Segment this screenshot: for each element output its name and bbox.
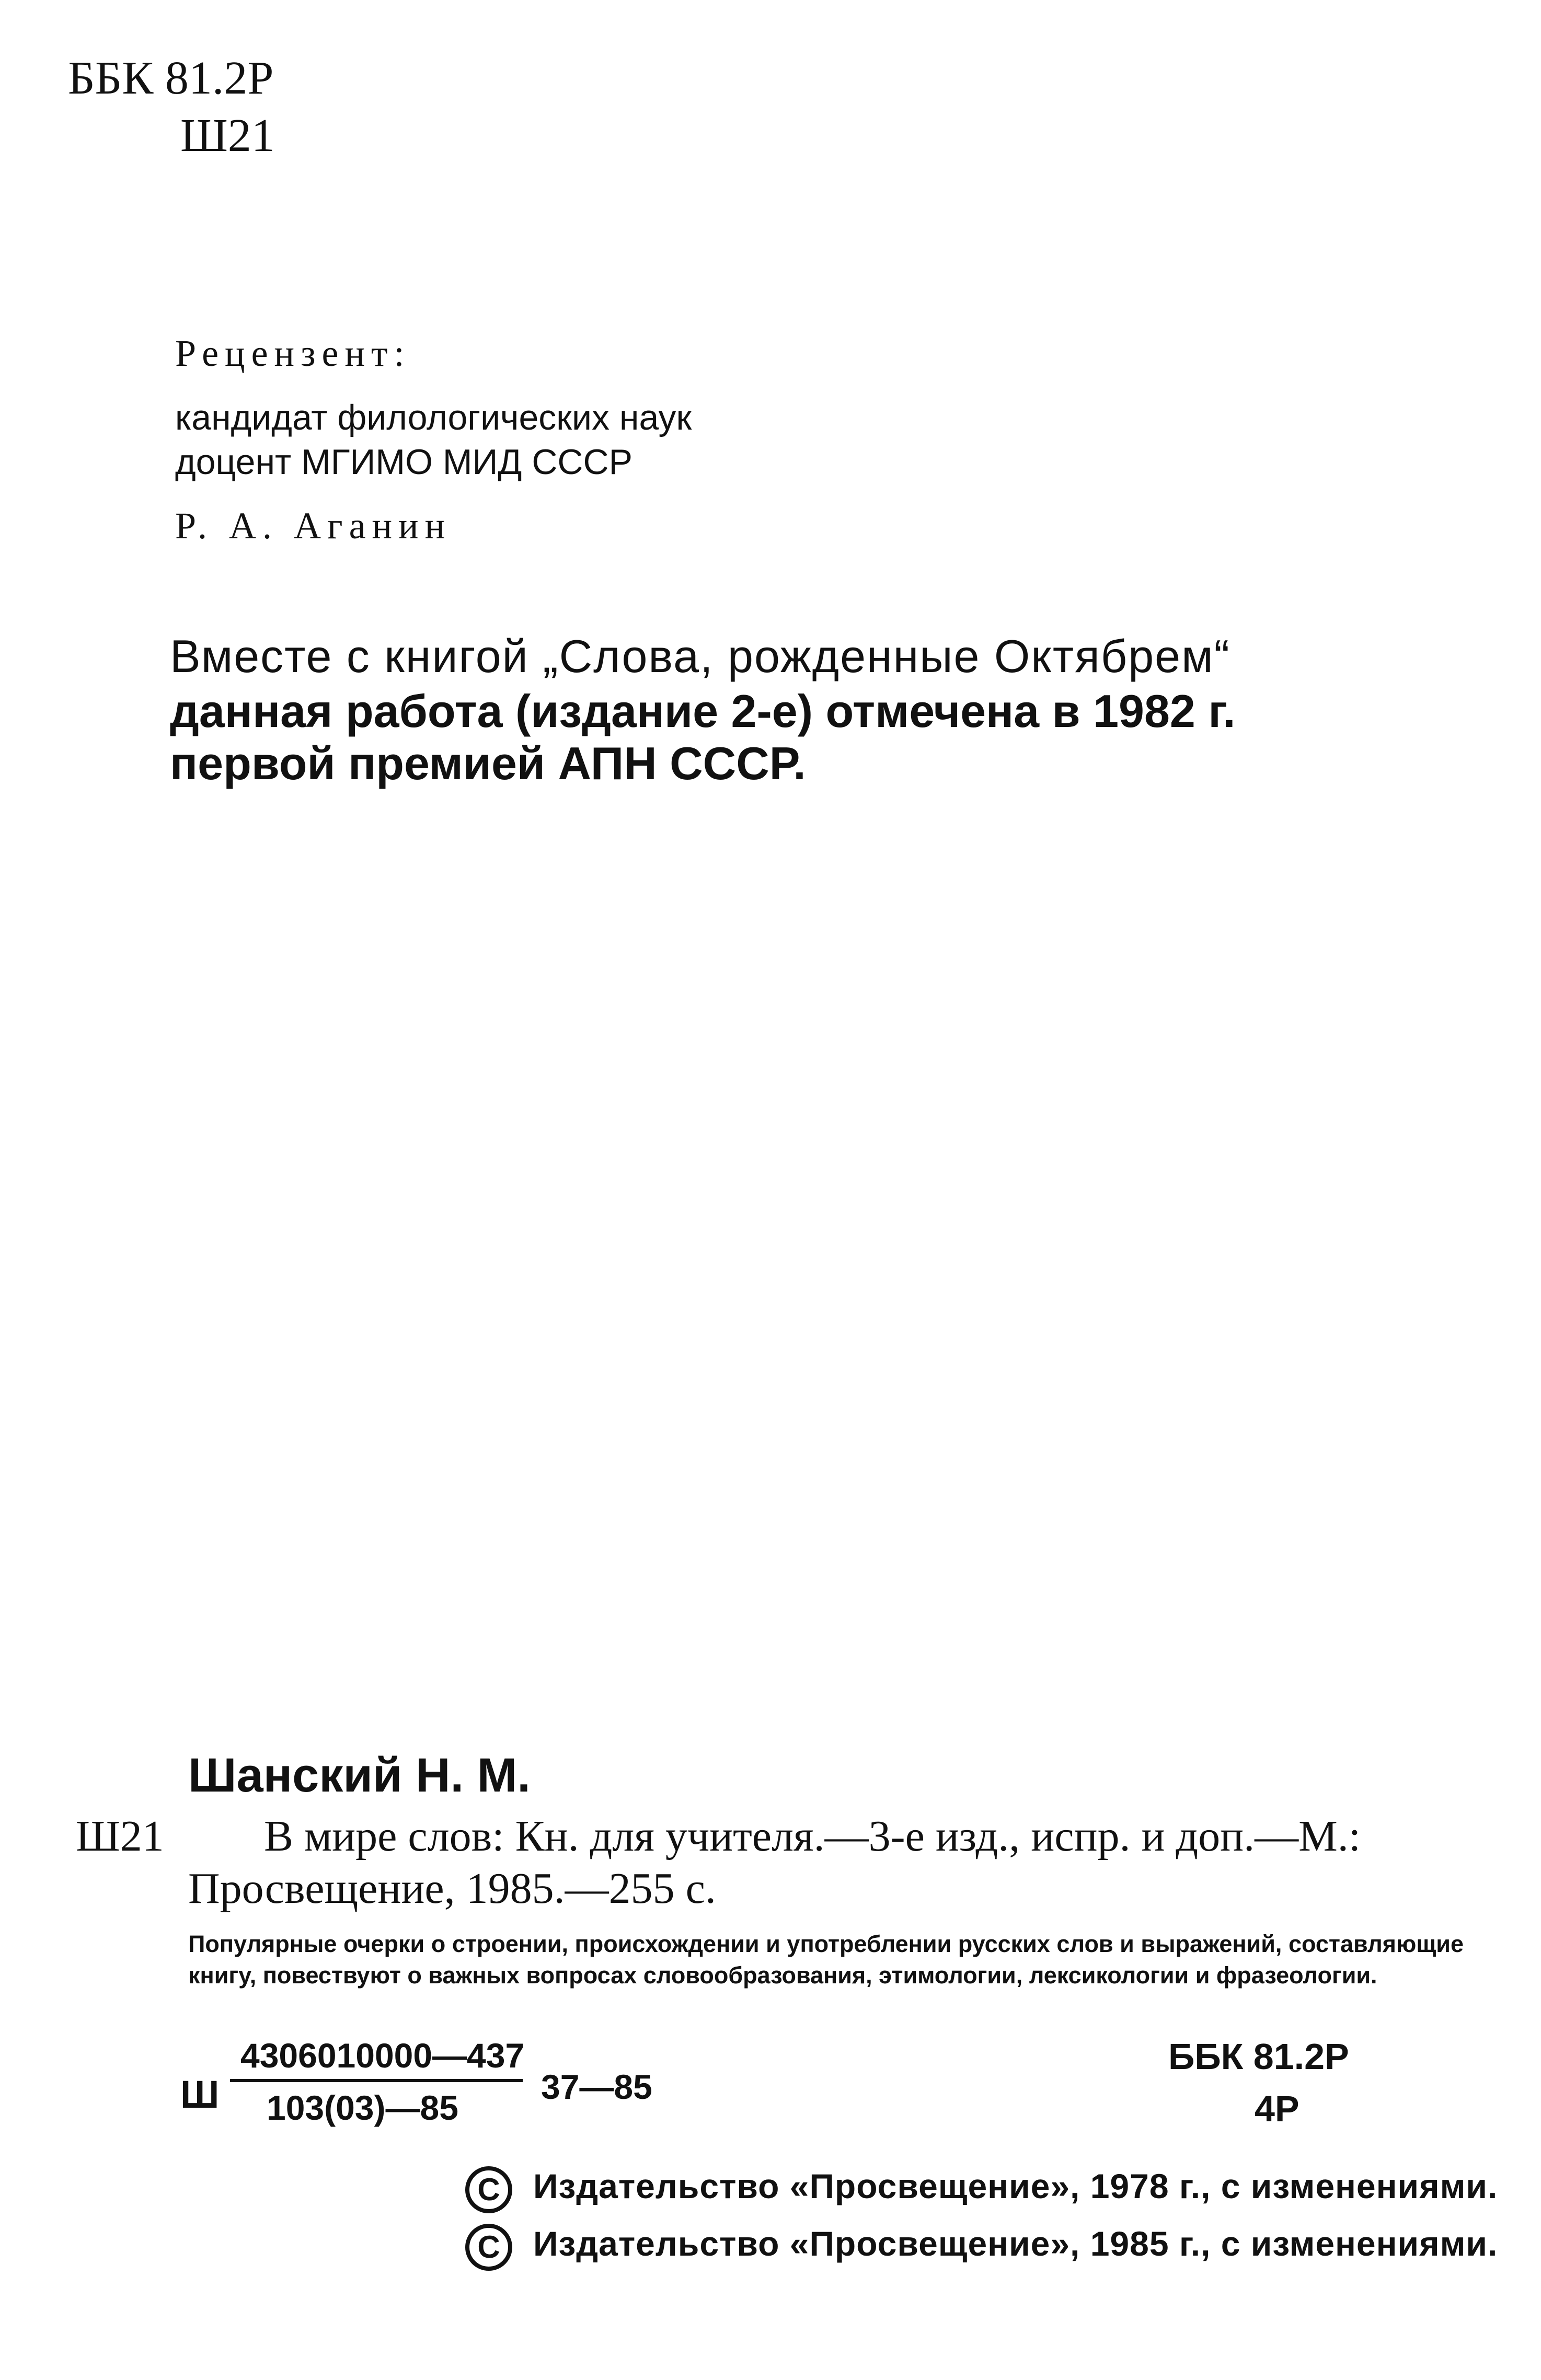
index-denominator: 103(03)—85	[267, 2088, 458, 2127]
index-numerator: 4306010000—437	[240, 2036, 525, 2075]
bbk-classification: ББК 81.2Р	[68, 52, 274, 104]
award-line-2: данная работа (издание 2-е) отмечена в 1982 г.	[170, 685, 1236, 737]
copyright-icon: C	[465, 2224, 512, 2271]
copyright-icon: C	[465, 2166, 512, 2213]
award-line-3: первой премией АПН СССР.	[170, 737, 806, 789]
book-title-line-2: Просвещение, 1985.—255 с.	[188, 1864, 716, 1913]
fraction-line	[230, 2079, 523, 2082]
shelf-code: Ш21	[76, 1812, 164, 1861]
book-annotation: Популярные очерки о строении, происхождении и употреблении русских слов и выражений, составляющие книгу, повествуют о важных вопросах словообразования, этимологии, лексикологии и фразеологии.	[188, 1931, 1464, 1989]
index-suffix: 37—85	[541, 2067, 652, 2106]
author-code: Ш21	[180, 110, 275, 161]
reviewer-name: Р. А. Аганин	[175, 505, 452, 547]
copyright-line-1: Издательство «Просвещение», 1978 г., с изменениями.	[533, 2167, 1498, 2205]
copyright-line-2: Издательство «Просвещение», 1985 г., с изменениями.	[533, 2224, 1498, 2263]
reviewer-degree: кандидат филологических наук	[175, 398, 692, 437]
book-author: Шанский Н. М.	[188, 1749, 531, 1802]
index-letter: Ш	[180, 2073, 220, 2116]
reviewer-position: доцент МГИМО МИД СССР	[175, 442, 633, 482]
reviewer-label: Рецензент:	[175, 332, 411, 374]
award-line-1: Вместе с книгой „Слова, рожденные Октябрем“	[170, 630, 1230, 682]
bbk-code-bottom: 4Р	[1255, 2088, 1300, 2129]
book-title-line-1: В мире слов: Кн. для учителя.—3-е изд., испр. и доп.—М.:	[264, 1812, 1361, 1861]
bbk-classification-bottom: ББК 81.2Р	[1168, 2036, 1349, 2077]
